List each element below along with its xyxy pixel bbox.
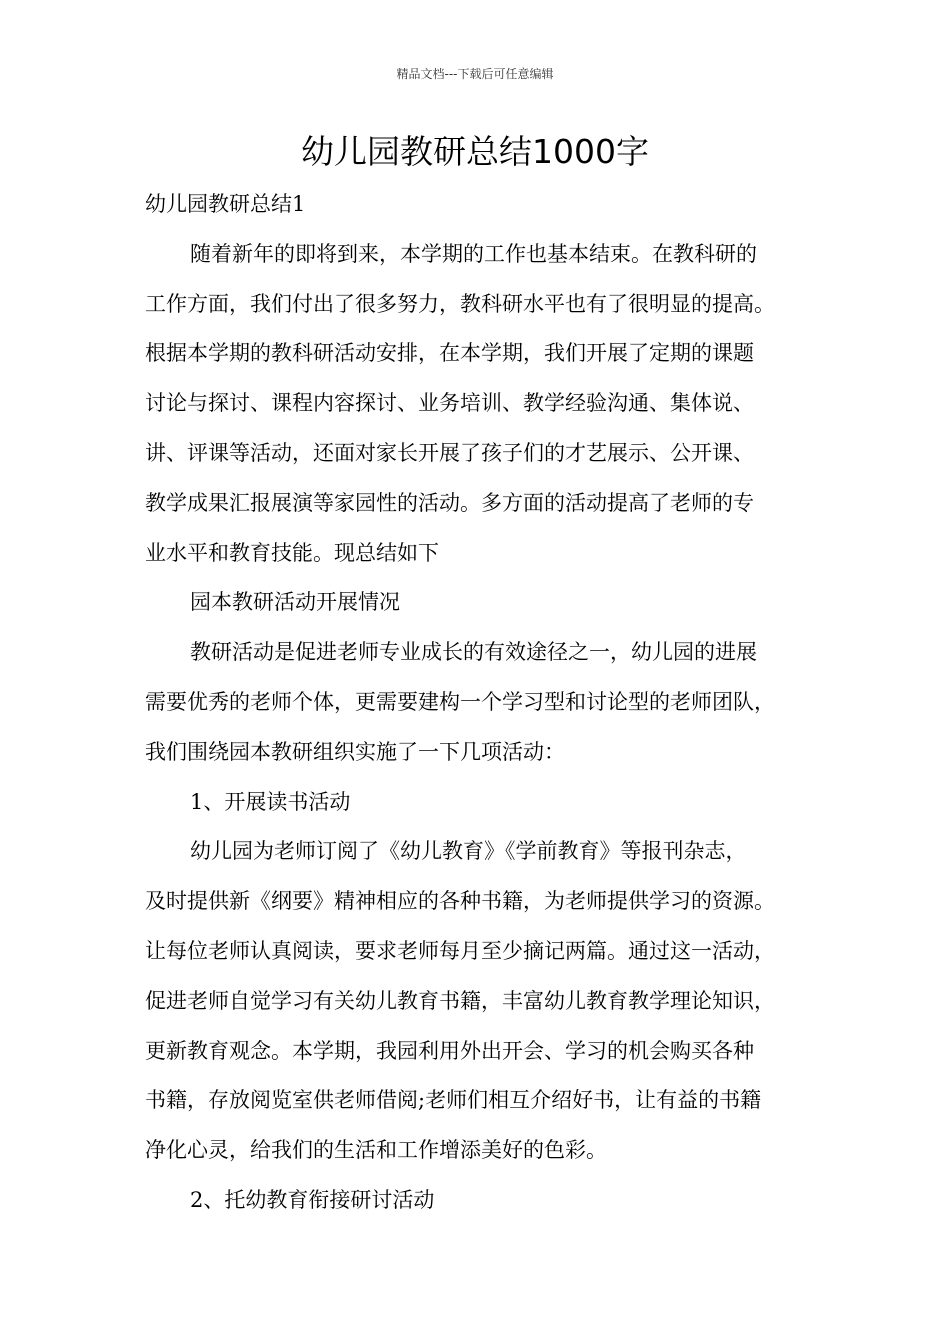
paragraph-line: 工作方面，我们付出了很多努力，教科研水平也有了很明显的提高。 [145, 291, 775, 316]
paragraph-line: 书籍，存放阅览室供老师借阅;老师们相互介绍好书，让有益的书籍 [145, 1088, 762, 1113]
paragraph-line: 更新教育观念。本学期，我园利用外出开会、学习的机会购买各种 [145, 1038, 754, 1063]
paragraph-line: 让每位老师认真阅读，要求老师每月至少摘记两篇。通过这一活动， [145, 938, 775, 963]
paragraph-line: 讨论与探讨、课程内容探讨、业务培训、教学经验沟通、集体说、 [145, 391, 754, 416]
document-body [145, 180, 810, 1226]
section-heading: 幼儿园教研总结1 [145, 192, 306, 216]
paragraph-line: 我们围绕园本教研组织实施了一下几项活动： [145, 739, 565, 764]
paragraph-line: 根据本学期的教科研活动安排，在本学期，我们开展了定期的课题 [145, 341, 754, 366]
header-note: 精品文档---下载后可任意编辑 [396, 67, 554, 81]
list-heading: 2、托幼教育衔接研讨活动 [190, 1187, 435, 1212]
subsection-heading: 园本教研活动开展情况 [190, 590, 400, 615]
paragraph-line: 促进老师自觉学习有关幼儿教育书籍，丰富幼儿教育教学理论知识， [145, 988, 775, 1013]
paragraph-line: 随着新年的即将到来，本学期的工作也基本结束。在教科研的 [190, 241, 757, 266]
list-heading: 1、开展读书活动 [190, 789, 351, 814]
paragraph-line: 业水平和教育技能。现总结如下 [145, 540, 439, 565]
paragraph-line: 幼儿园为老师订阅了《幼儿教育》《学前教育》等报刊杂志， [190, 839, 747, 864]
paragraph-line: 讲、评课等活动，还面对家长开展了孩子们的才艺展示、公开课、 [145, 440, 754, 465]
document-title: 幼儿园教研总结1000字 [301, 132, 649, 171]
paragraph-line: 教研活动是促进老师专业成长的有效途径之一，幼儿园的进展 [190, 640, 757, 665]
paragraph-line: 净化心灵，给我们的生活和工作增添美好的色彩。 [145, 1138, 607, 1163]
paragraph-line: 教学成果汇报展演等家园性的活动。多方面的活动提高了老师的专 [145, 490, 754, 515]
paragraph-line: 需要优秀的老师个体，更需要建构一个学习型和讨论型的老师团队， [145, 689, 775, 714]
paragraph-line: 及时提供新《纲要》精神相应的各种书籍，为老师提供学习的资源。 [145, 889, 775, 914]
